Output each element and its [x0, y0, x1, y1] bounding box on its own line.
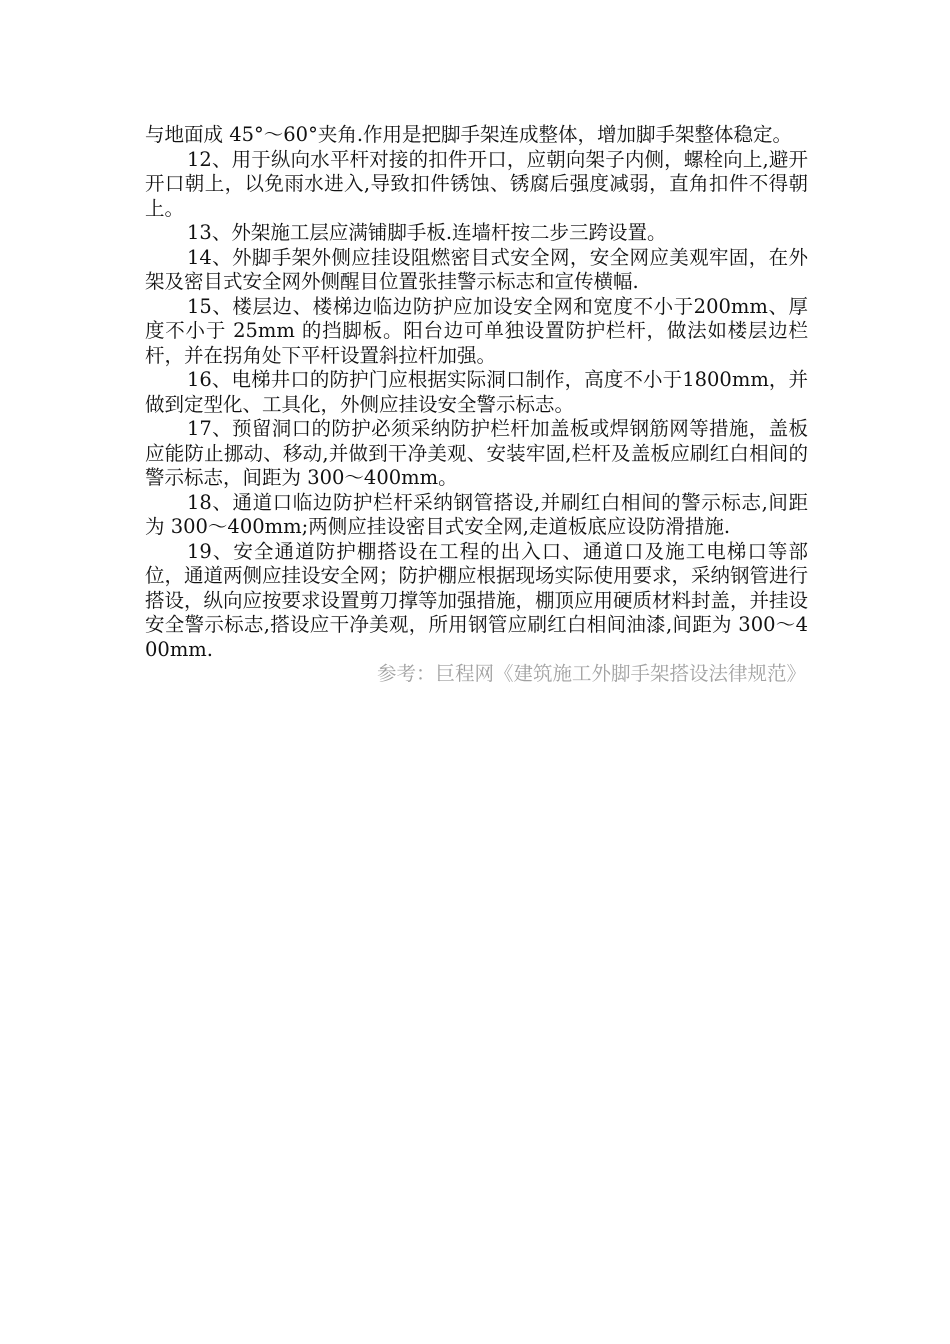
paragraph-continuation: 与地面成 45°～60°夹角.作用是把脚手架连成整体，增加脚手架整体稳定。 — [145, 123, 793, 146]
paragraph-item-19: 19、安全通道防护棚搭设在工程的出入口、通道口及施工电梯口等部位，通道两侧应挂设安全网；防护棚应根据现场实际使用要求，采纳钢管进行搭设，纵向应按要求设置剪刀撑等加强措施，棚顶应用硬质材料封盖，并挂设安全警示标志,搭设应干净美观，所用钢管应刷红白相间油漆,间距为 300～400mm. — [145, 539, 809, 661]
reference-note: 参考：巨程网《建筑施工外脚手架搭设法律规范》 — [376, 662, 806, 685]
paragraph-item-15: 15、楼层边、楼梯边临边防护应加设安全网和宽度不小于200mm、厚度不小于 25mm 的挡脚板。阳台边可单独设置防护栏杆，做法如楼层边栏杆，并在拐角处下平杆设置斜拉杆加强。 — [145, 294, 808, 367]
paragraph-item-18: 18、通道口临边防护栏杆采纳钢管搭设,并刷红白相间的警示标志,间距为 300～400mm;两侧应挂设密目式安全网,走道板底应设防滑措施. — [145, 490, 808, 538]
paragraph-item-17: 17、预留洞口的防护必须采纳防护栏杆加盖板或焊钢筋网等措施，盖板应能防止挪动、移动,并做到干净美观、安装牢固,栏杆及盖板应刷红白相间的警示标志，间距为 300～400mm。 — [145, 417, 808, 489]
paragraph-item-13: 13、外架施工层应满铺脚手板.连墙杆按二步三跨设置。 — [187, 221, 667, 244]
paragraph-item-12: 12、用于纵向水平杆对接的扣件开口，应朝向架子内侧，螺栓向上,避开开口朝上，以免雨水进入,导致扣件锈蚀、锈腐后强度减弱，直角扣件不得朝上。 — [145, 147, 808, 220]
paragraph-item-14: 14、外脚手架外侧应挂设阻燃密目式安全网，安全网应美观牢固，在外架及密目式安全网外侧醒目位置张挂警示标志和宣传横幅. — [145, 245, 808, 293]
document-body — [145, 123, 808, 687]
paragraph-item-16: 16、电梯井口的防护门应根据实际洞口制作，高度不小于1800mm，并做到定型化、工具化，外侧应挂设安全警示标志。 — [145, 368, 808, 416]
